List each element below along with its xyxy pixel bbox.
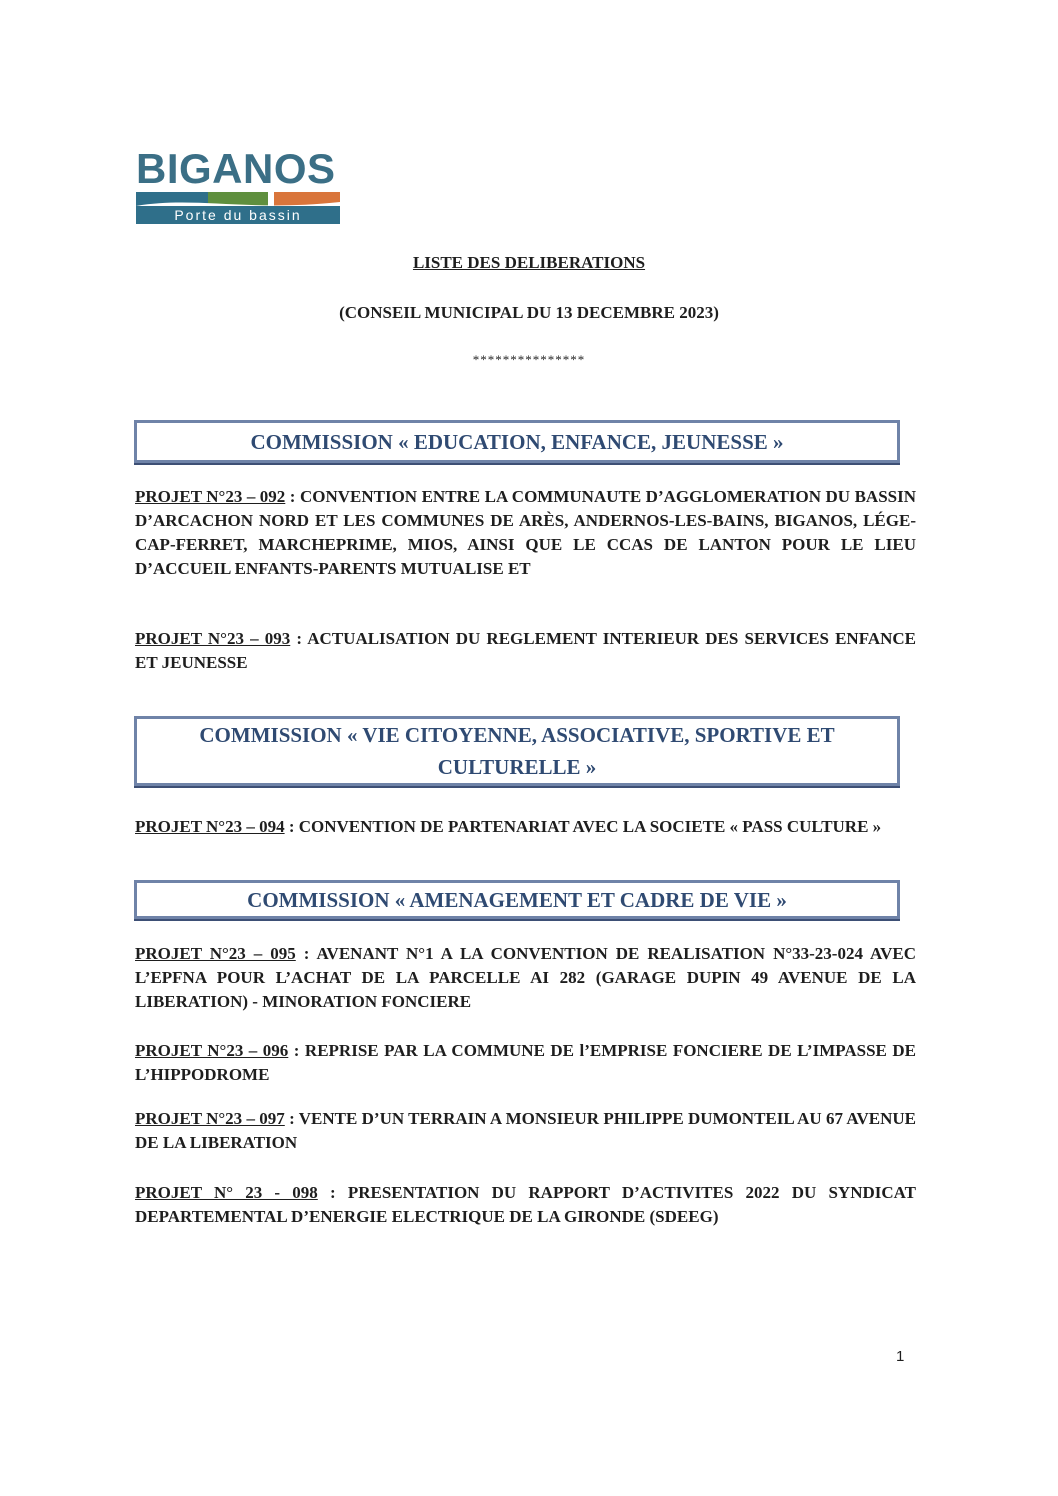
projet-ref: PROJET N°23 – 092 bbox=[135, 487, 286, 506]
page-number: 1 bbox=[896, 1348, 905, 1365]
projet-095 bbox=[135, 942, 916, 1014]
projet-ref: PROJET N°23 – 095 bbox=[135, 944, 296, 963]
projet-text: : ACTUALISATION DU REGLEMENT INTERIEUR DES SERVICES ENFANCE ET JEUNESSE bbox=[135, 629, 916, 672]
projet-text: : REPRISE PAR LA COMMUNE DE l’EMPRISE FONCIERE DE L’IMPASSE DE L’HIPPODROME bbox=[135, 1041, 916, 1084]
projet-text: : AVENANT N°1 A LA CONVENTION DE REALISATION N°33-23-024 AVEC L’EPFNA POUR L’ACHAT DE LA PARCELLE AI 282 (GARAGE DUPIN 49 AVENUE DE LA LIBERATION) - MINORATION FONCIERE bbox=[135, 944, 916, 1011]
projet-ref: PROJET N°23 – 094 bbox=[135, 817, 285, 836]
projet-ref: PROJET N°23 – 093 bbox=[135, 629, 291, 648]
commission-vie-citoyenne-box bbox=[134, 716, 900, 786]
projet-text: : CONVENTION ENTRE LA COMMUNAUTE D’AGGLOMERATION DU BASSIN D’ARCACHON NORD ET LES COMMUNES DE ARÈS, ANDERNOS-LES-BAINS, BIGANOS, LÉGE-CAP-FERRET, MARCHEPRIME, MIOS, AINSI QUE LE CCAS DE LANTON POUR LE LIEU D’ACCUEIL ENFANTS-PARENTS MUTUALISE ET bbox=[135, 487, 916, 578]
logo-tagline: Porte du bassin bbox=[136, 206, 340, 224]
separator-stars: *************** bbox=[472, 352, 586, 367]
commission-amenagement-label: COMMISSION « AMENAGEMENT ET CADRE DE VIE » bbox=[247, 887, 787, 912]
commission-amenagement-box bbox=[134, 880, 900, 919]
document-subtitle: (CONSEIL MUNICIPAL DU 13 DECEMBRE 2023) bbox=[339, 303, 719, 322]
logo-wordmark: BIGANOS bbox=[136, 145, 336, 192]
projet-ref: PROJET N°23 – 097 bbox=[135, 1109, 285, 1128]
projet-ref: PROJET N° 23 - 098 bbox=[135, 1183, 318, 1202]
projet-094 bbox=[135, 815, 916, 839]
projet-093 bbox=[135, 627, 916, 675]
projet-ref: PROJET N°23 – 096 bbox=[135, 1041, 289, 1060]
commission-education-box bbox=[134, 420, 900, 463]
document-title: LISTE DES DELIBERATIONS bbox=[412, 253, 646, 272]
commission-education-label: COMMISSION « EDUCATION, ENFANCE, JEUNESSE » bbox=[250, 429, 784, 454]
projet-098 bbox=[135, 1181, 916, 1229]
projet-text: : PRESENTATION DU RAPPORT D’ACTIVITES 2022 DU SYNDICAT DEPARTEMENTAL D’ENERGIE ELECTRIQUE DE LA GIRONDE (SDEEG) bbox=[135, 1183, 916, 1226]
commission-vie-citoyenne-label: COMMISSION « VIE CITOYENNE, ASSOCIATIVE, SPORTIVE ET CULTURELLE » bbox=[199, 723, 835, 779]
projet-097 bbox=[135, 1107, 916, 1155]
projet-096 bbox=[135, 1039, 916, 1087]
projet-text: : VENTE D’UN TERRAIN A MONSIEUR PHILIPPE DUMONTEIL AU 67 AVENUE DE LA LIBERATION bbox=[135, 1109, 916, 1152]
projet-text: : CONVENTION DE PARTENARIAT AVEC LA SOCIETE « PASS CULTURE » bbox=[284, 817, 882, 836]
projet-092 bbox=[135, 485, 916, 581]
biganos-logo bbox=[136, 145, 340, 224]
